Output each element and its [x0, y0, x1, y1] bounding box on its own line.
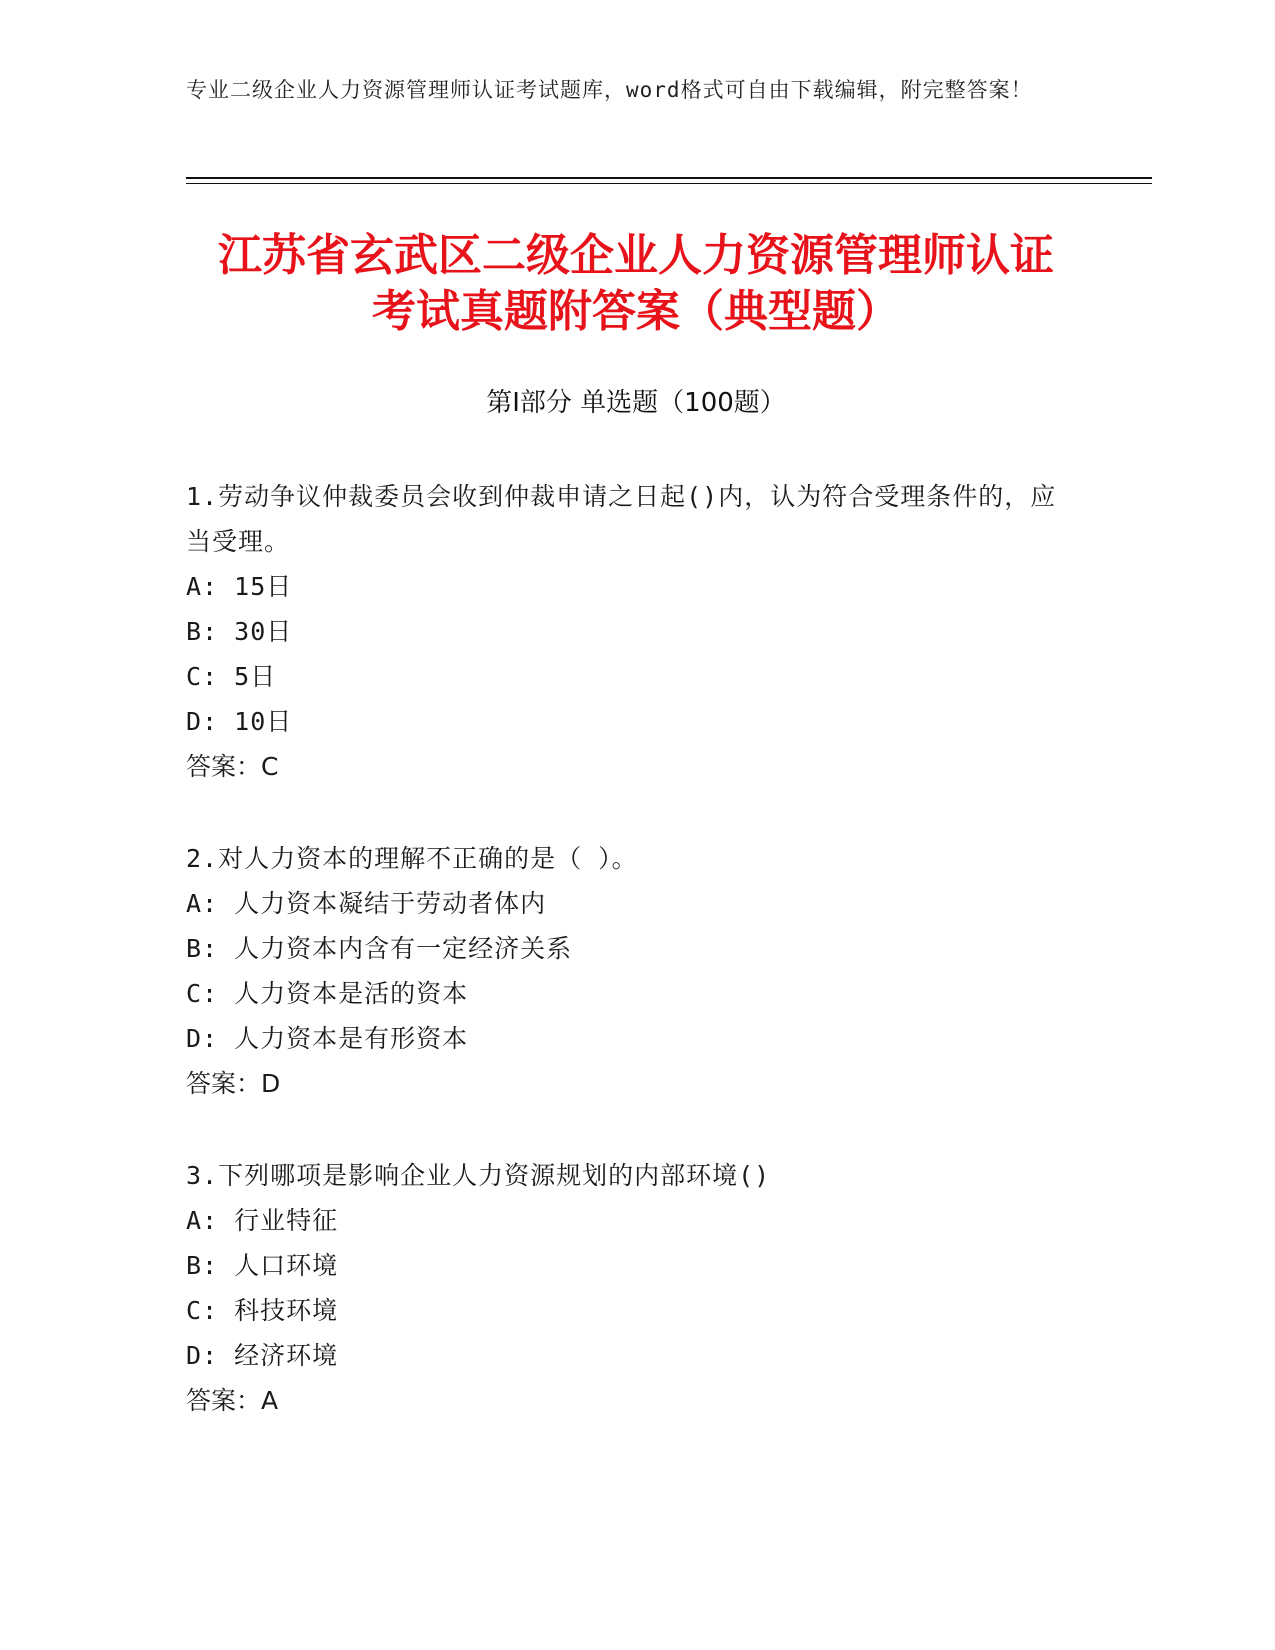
question-2 [186, 836, 1066, 1106]
document-title-line-1: 江苏省玄武区二级企业人力资源管理师认证 [218, 230, 1054, 281]
question-stem: 1.劳动争议仲裁委员会收到仲裁申请之日起()内，认为符合受理条件的，应当受理。 [186, 482, 1057, 556]
option-b: B: 人口环境 [186, 1251, 339, 1280]
answer: 答案：D [186, 1069, 281, 1098]
header-rule-thin [186, 183, 1152, 184]
answer: 答案：A [186, 1386, 279, 1415]
document-title [186, 228, 1086, 340]
option-b: B: 30日 [186, 617, 293, 646]
option-d: D: 10日 [186, 707, 293, 736]
option-a: A: 行业特征 [186, 1206, 339, 1235]
section-title: 第Ⅰ部分 单选题（100题） [486, 388, 786, 418]
header-rule-thick [186, 177, 1152, 179]
question-1 [186, 474, 1066, 789]
question-3 [186, 1153, 1066, 1423]
option-a: A: 15日 [186, 572, 293, 601]
question-list [186, 474, 1066, 1470]
option-d: D: 经济环境 [186, 1341, 339, 1370]
answer: 答案：C [186, 752, 279, 781]
question-stem: 3.下列哪项是影响企业人力资源规划的内部环境() [186, 1161, 771, 1190]
option-c: C: 5日 [186, 662, 277, 691]
document-title-line-2: 考试真题附答案（典型题） [372, 286, 900, 337]
option-a: A: 人力资本凝结于劳动者体内 [186, 889, 547, 918]
header-note: 专业二级企业人力资源管理师认证考试题库，word格式可自由下载编辑，附完整答案！ [186, 78, 1033, 102]
option-b: B: 人力资本内含有一定经济关系 [186, 934, 573, 963]
option-d: D: 人力资本是有形资本 [186, 1024, 469, 1053]
option-c: C: 人力资本是活的资本 [186, 979, 469, 1008]
option-c: C: 科技环境 [186, 1296, 339, 1325]
question-stem: 2.对人力资本的理解不正确的是（ ）。 [186, 844, 638, 873]
